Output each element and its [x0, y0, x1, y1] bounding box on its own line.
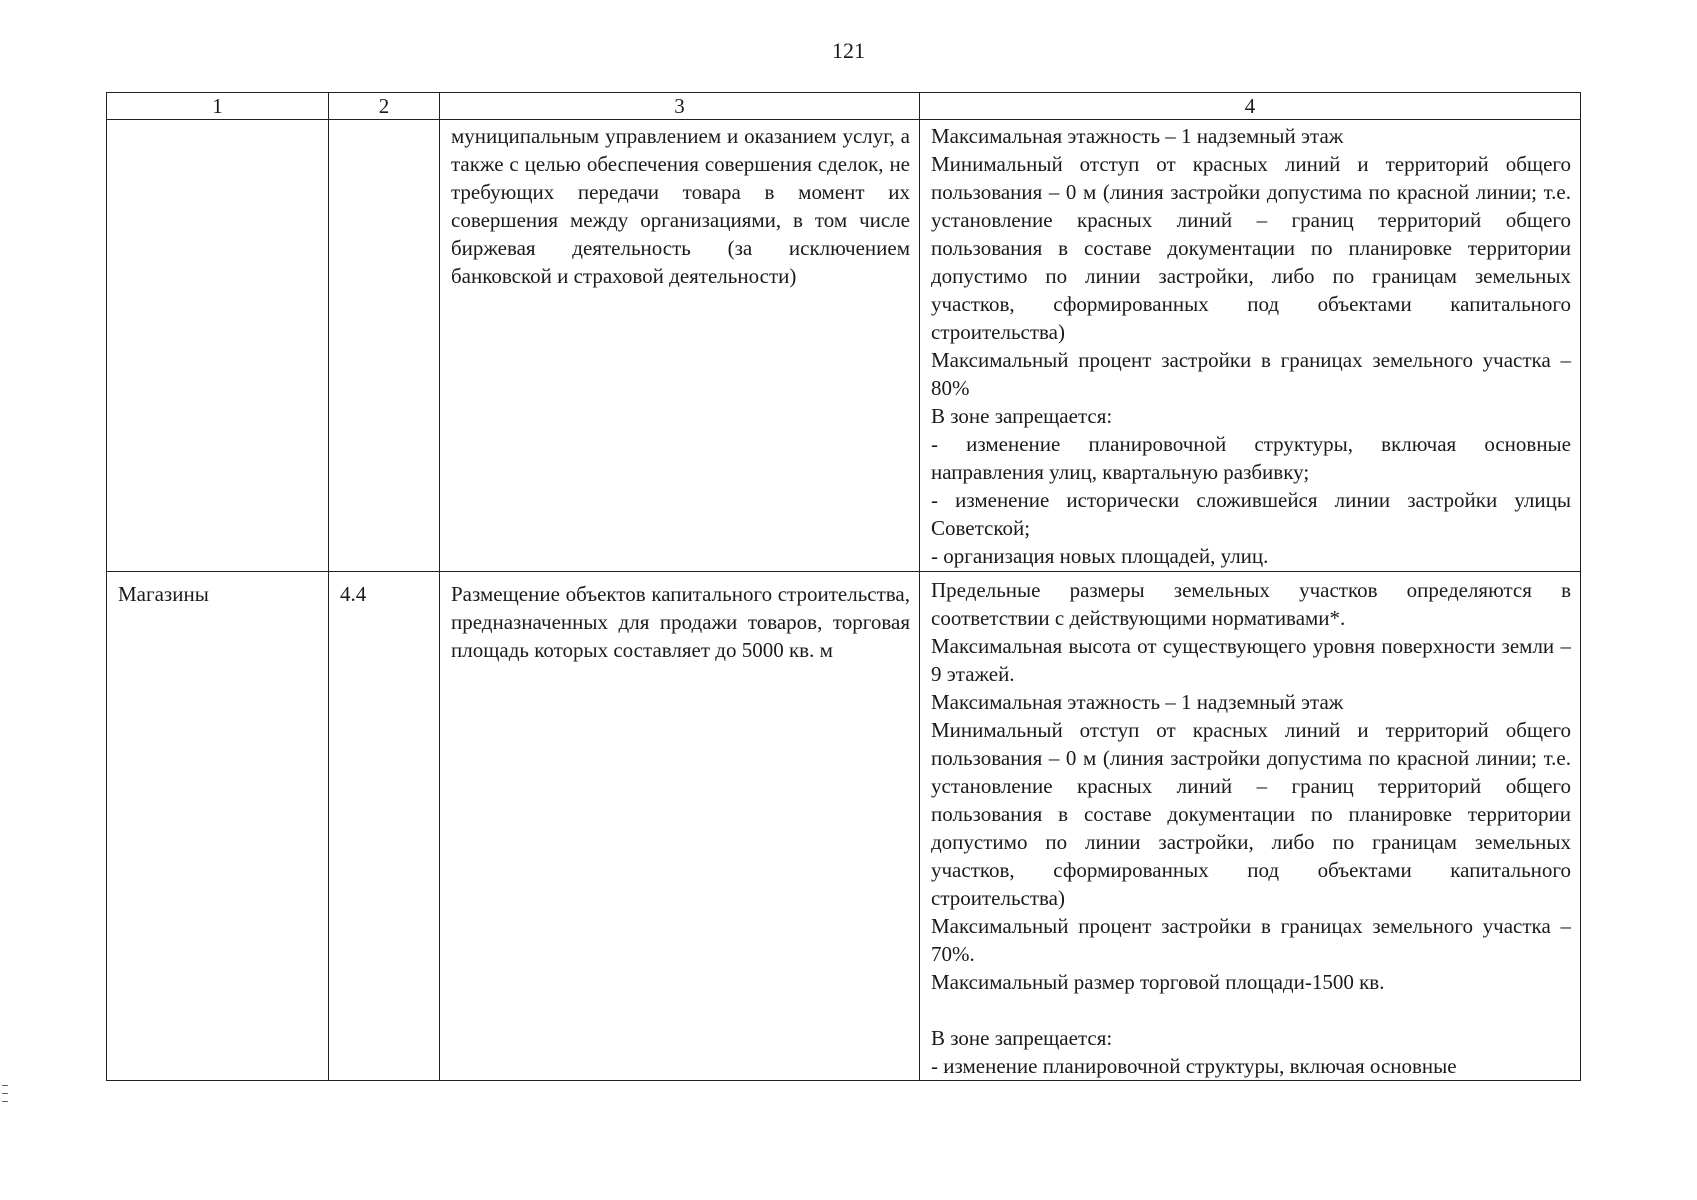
param-line: Минимальный отступ от красных линий и территорий общего пользования – 0 м (линия застройки допустима по красной линии; т.е. установление красных линий – границ территорий общего пользования в составе документации по планировке территории допустимо по линии застройки, либо по границам земельных участков, сформированных под объектами капитального строительства): [931, 718, 1571, 910]
row2-description-cell: Размещение объектов капитального строительства, предназначенных для продажи товаров, торговая площадь которых составляет до 5000 кв. м: [440, 572, 920, 1081]
row1-code-cell: [329, 120, 440, 572]
param-line: Максимальная высота от существующего уровня поверхности земли – 9 этажей.: [931, 634, 1571, 686]
header-col-2: 2: [329, 93, 440, 120]
header-col-1: 1: [107, 93, 329, 120]
header-col-3: 3: [440, 93, 920, 120]
margin-mark: [2, 1093, 8, 1094]
param-line: Предельные размеры земельных участков определяются в соответствии с действующими нормативами*.: [931, 578, 1571, 630]
param-line: Максимальный размер торговой площади-1500 кв.: [931, 970, 1385, 994]
param-line: - организация новых площадей, улиц.: [931, 544, 1269, 568]
page-number: 121: [832, 38, 865, 63]
param-line: - изменение исторически сложившейся линии застройки улицы Советской;: [931, 488, 1571, 540]
margin-mark: [2, 1101, 8, 1102]
param-line: В зоне запрещается:: [931, 404, 1113, 428]
table-row: [107, 572, 1581, 1081]
row2-name-cell: Магазины: [107, 572, 329, 1081]
param-line: Максимальный процент застройки в границах земельного участка – 80%: [931, 348, 1571, 400]
header-col-4: 4: [920, 93, 1581, 120]
param-line: Максимальная этажность – 1 надземный этаж: [931, 124, 1344, 148]
table-row: [107, 120, 1581, 572]
table-header-row: [107, 93, 1581, 120]
regulations-table: [106, 92, 1581, 1081]
param-line: - изменение планировочной структуры, включая основные направления улиц, квартальную разбивку;: [931, 432, 1571, 484]
param-line: Минимальный отступ от красных линий и территорий общего пользования – 0 м (линия застройки допустима по красной линии; т.е. установление красных линий – границ территорий общего пользования в составе документации по планировке территории допустимо по линии застройки, либо по границам земельных участков, сформированных под объектами капитального строительства): [931, 152, 1571, 344]
param-line: В зоне запрещается:: [931, 1026, 1113, 1050]
row2-code-cell: 4.4: [329, 572, 440, 1081]
margin-mark: [2, 1085, 8, 1086]
row1-description-cell: муниципальным управлением и оказанием услуг, а также с целью обеспечения совершения сделок, не требующих передачи товара в момент их совершения между организациями, в том числе биржевая деятельность (за исключением банковской и страховой деятельности): [440, 120, 920, 572]
param-line: - изменение планировочной структуры, включая основные: [931, 1054, 1457, 1078]
row2-params-cell: [920, 572, 1581, 1081]
param-line: Максимальная этажность – 1 надземный этаж: [931, 690, 1344, 714]
row1-params-cell: [920, 120, 1581, 572]
row1-name-cell: [107, 120, 329, 572]
blank-line: [931, 996, 1571, 1024]
param-line: Максимальный процент застройки в границах земельного участка – 70%.: [931, 914, 1571, 966]
